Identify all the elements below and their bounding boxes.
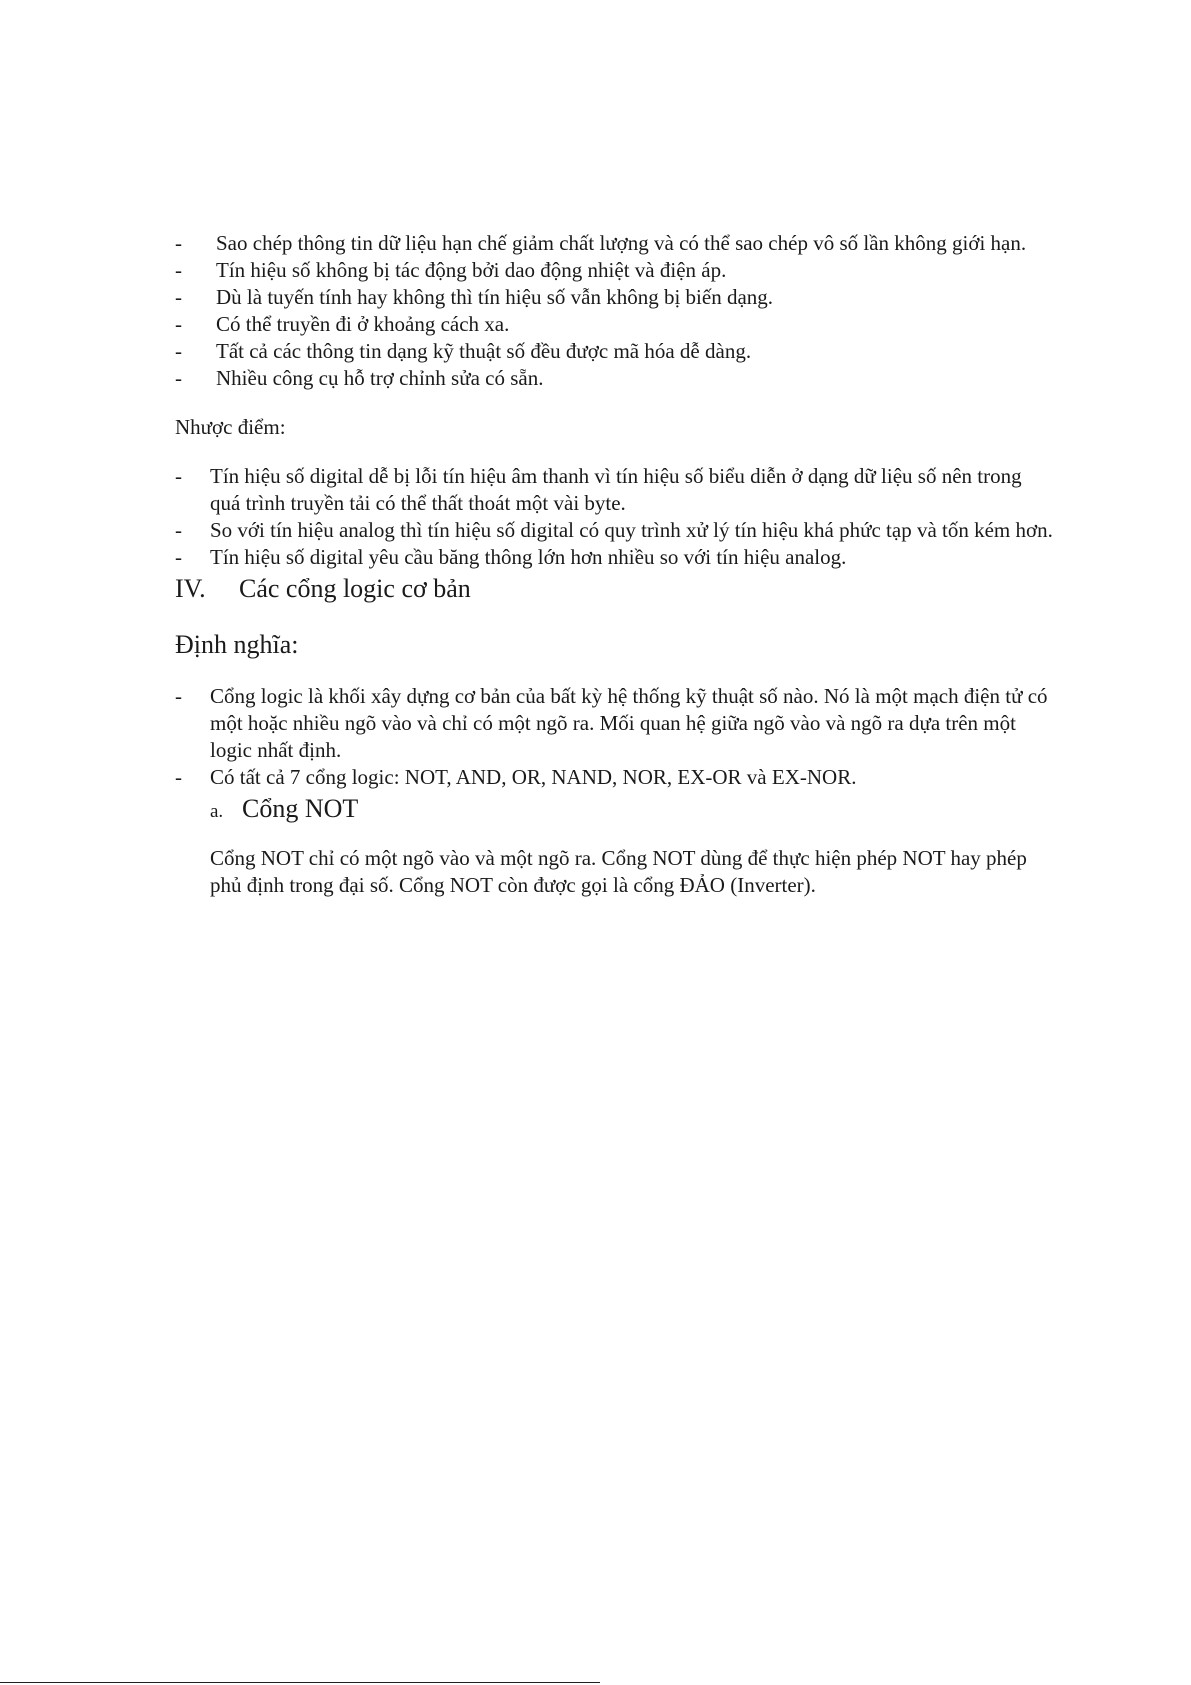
bullet-dash: - xyxy=(175,231,182,255)
list-item-text: Có thể truyền đi ở khoảng cách xa. xyxy=(216,312,510,336)
list-item-text: Cổng logic là khối xây dựng cơ bản của bất kỳ hệ thống kỹ thuật số nào. Nó là một mạch điện tử có một hoặc nhiều ngõ vào và chỉ có một ngõ ra. Mối quan hệ giữa ngõ vào và ngõ ra dựa trên một logic nhất định. xyxy=(210,684,1048,762)
list-item-text: Có tất cả 7 cổng logic: NOT, AND, OR, NAND, NOR, EX-OR và EX-NOR. xyxy=(210,765,857,789)
gate-not-description: Cổng NOT chỉ có một ngõ vào và một ngõ ra. Cổng NOT dùng để thực hiện phép NOT hay phép phủ định trong đại số. Cổng NOT còn được gọi là cổng ĐẢO (Inverter). xyxy=(210,846,1027,897)
gate-not-title: Cổng NOT xyxy=(242,794,359,823)
list-item-text: Sao chép thông tin dữ liệu hạn chế giảm chất lượng và có thể sao chép vô số lần không giới hạn. xyxy=(216,231,1027,255)
list-item xyxy=(175,764,1055,791)
bullet-dash: - xyxy=(175,545,182,569)
gate-not-letter: a. xyxy=(210,801,224,822)
section-heading xyxy=(175,573,1055,605)
definition-heading: Định nghĩa: xyxy=(175,630,299,659)
definition-list xyxy=(175,683,1055,791)
list-item-text: Tín hiệu số không bị tác động bởi dao động nhiệt và điện áp. xyxy=(216,258,727,282)
bullet-dash: - xyxy=(175,765,182,789)
bullet-dash: - xyxy=(175,285,182,309)
footer-rule xyxy=(0,1682,600,1683)
list-item-text: Tín hiệu số digital dễ bị lỗi tín hiệu âm thanh vì tín hiệu số biểu diễn ở dạng dữ liệu số nên trong quá trình truyền tải có thể thất thoát một vài byte. xyxy=(210,464,1022,515)
list-item xyxy=(175,463,1055,517)
list-item xyxy=(175,517,1055,544)
bullet-dash: - xyxy=(175,312,182,336)
list-item-text: Tín hiệu số digital yêu cầu băng thông lớn hơn nhiều so với tín hiệu analog. xyxy=(210,545,847,569)
section-title: Các cổng logic cơ bản xyxy=(239,574,471,603)
bullet-dash: - xyxy=(175,339,182,363)
list-item xyxy=(175,365,1055,392)
list-item xyxy=(175,338,1055,365)
list-item xyxy=(175,284,1055,311)
disadvantages-heading: Nhược điểm: xyxy=(175,415,286,439)
section-number: IV. xyxy=(175,574,206,603)
list-item-text: Dù là tuyến tính hay không thì tín hiệu số vẫn không bị biến dạng. xyxy=(216,285,774,309)
list-item xyxy=(175,257,1055,284)
bullet-dash: - xyxy=(175,366,182,390)
list-item-text: Nhiều công cụ hỗ trợ chỉnh sửa có sẵn. xyxy=(216,366,544,390)
advantages-list xyxy=(175,230,1055,392)
list-item xyxy=(175,544,1055,571)
bullet-dash: - xyxy=(175,684,182,708)
bullet-dash: - xyxy=(175,464,182,488)
bullet-dash: - xyxy=(175,518,182,542)
list-item xyxy=(175,230,1055,257)
bullet-dash: - xyxy=(175,258,182,282)
list-item xyxy=(175,683,1055,764)
page-content xyxy=(175,230,1055,899)
disadvantages-list xyxy=(175,463,1055,571)
list-item-text: So với tín hiệu analog thì tín hiệu số digital có quy trình xử lý tín hiệu khá phức tạp và tốn kém hơn. xyxy=(210,518,1053,542)
gate-not-heading xyxy=(210,793,1055,825)
list-item-text: Tất cả các thông tin dạng kỹ thuật số đều được mã hóa dễ dàng. xyxy=(216,339,752,363)
list-item xyxy=(175,311,1055,338)
